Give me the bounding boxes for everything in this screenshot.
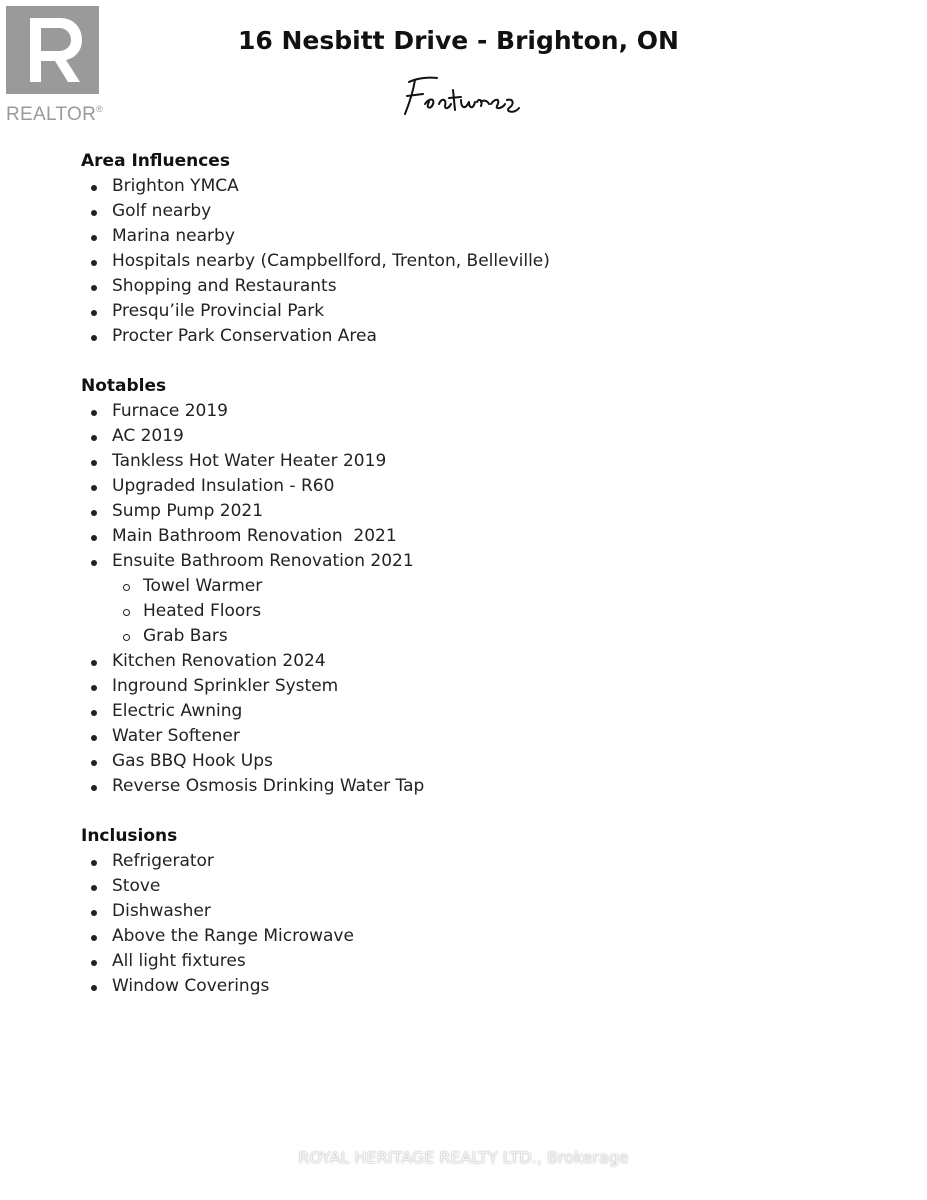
list-item: Brighton YMCA bbox=[81, 174, 861, 199]
bullet-icon bbox=[91, 235, 97, 241]
bullet-icon bbox=[91, 960, 97, 966]
feature-list bbox=[81, 399, 861, 799]
list-item: AC 2019 bbox=[81, 424, 861, 449]
list-item: Shopping and Restaurants bbox=[81, 274, 861, 299]
list-item: Presqu’ile Provincial Park bbox=[81, 299, 861, 324]
bullet-icon bbox=[91, 560, 97, 566]
bullet-icon bbox=[91, 185, 97, 191]
list-item: Furnace 2019 bbox=[81, 399, 861, 424]
list-item: Electric Awning bbox=[81, 699, 861, 724]
list-item: Kitchen Renovation 2024 bbox=[81, 649, 861, 674]
realtor-wordmark: REALTOR® bbox=[6, 104, 104, 125]
bullet-icon bbox=[91, 885, 97, 891]
bullet-icon bbox=[91, 785, 97, 791]
bullet-icon bbox=[91, 710, 97, 716]
list-item: Gas BBQ Hook Ups bbox=[81, 749, 861, 774]
bullet-icon bbox=[91, 210, 97, 216]
bullet-icon bbox=[91, 435, 97, 441]
section-area-influences bbox=[81, 149, 861, 349]
list-item: Ensuite Bathroom Renovation 2021 Towel Warmer Heated Floors Grab Bars bbox=[81, 549, 861, 649]
bullet-icon bbox=[91, 860, 97, 866]
bullet-icon bbox=[91, 285, 97, 291]
feature-list bbox=[81, 174, 861, 349]
features-script-graphic bbox=[395, 70, 535, 120]
section-notables bbox=[81, 374, 861, 799]
section-title: Notables bbox=[81, 376, 167, 396]
bullet-icon bbox=[91, 335, 97, 341]
list-item: Tankless Hot Water Heater 2019 bbox=[81, 449, 861, 474]
bullet-icon bbox=[91, 760, 97, 766]
hollow-bullet-icon bbox=[123, 609, 130, 616]
section-title: Inclusions bbox=[81, 826, 178, 846]
list-item: Main Bathroom Renovation 2021 bbox=[81, 524, 861, 549]
sub-list-item: Towel Warmer bbox=[112, 574, 861, 599]
sub-list-item: Grab Bars bbox=[112, 624, 861, 649]
list-item: Water Softener bbox=[81, 724, 861, 749]
section-title: Area Influences bbox=[81, 151, 230, 171]
features-script-heading bbox=[395, 70, 535, 120]
feature-list bbox=[81, 849, 861, 999]
list-item: Upgraded Insulation - R60 bbox=[81, 474, 861, 499]
realtor-logo bbox=[6, 6, 108, 128]
bullet-icon bbox=[91, 310, 97, 316]
list-item: Hospitals nearby (Campbellford, Trenton, Belleville) bbox=[81, 249, 861, 274]
features-content bbox=[81, 149, 861, 1024]
list-item: Stove bbox=[81, 874, 861, 899]
list-item: Dishwasher bbox=[81, 899, 861, 924]
list-item: Golf nearby bbox=[81, 199, 861, 224]
page-title: 16 Nesbitt Drive - Brighton, ON bbox=[238, 26, 679, 55]
list-item: Window Coverings bbox=[81, 974, 861, 999]
bullet-icon bbox=[91, 485, 97, 491]
bullet-icon bbox=[91, 735, 97, 741]
section-inclusions bbox=[81, 824, 861, 999]
list-item: Procter Park Conservation Area bbox=[81, 324, 861, 349]
list-item: Marina nearby bbox=[81, 224, 861, 249]
list-item: Reverse Osmosis Drinking Water Tap bbox=[81, 774, 861, 799]
bullet-icon bbox=[91, 260, 97, 266]
bullet-icon bbox=[91, 510, 97, 516]
sub-list-item: Heated Floors bbox=[112, 599, 861, 624]
bullet-icon bbox=[91, 535, 97, 541]
bullet-icon bbox=[91, 935, 97, 941]
list-item: Above the Range Microwave bbox=[81, 924, 861, 949]
bullet-icon bbox=[91, 410, 97, 416]
list-item: Refrigerator bbox=[81, 849, 861, 874]
bullet-icon bbox=[91, 985, 97, 991]
list-item: Inground Sprinkler System bbox=[81, 674, 861, 699]
bullet-icon bbox=[91, 660, 97, 666]
bullet-icon bbox=[91, 910, 97, 916]
hollow-bullet-icon bbox=[123, 634, 130, 641]
hollow-bullet-icon bbox=[123, 584, 130, 591]
bullet-icon bbox=[91, 460, 97, 466]
brokerage-watermark: ROYAL HERITAGE REALTY LTD., Brokerage bbox=[298, 1148, 629, 1167]
list-item: All light fixtures bbox=[81, 949, 861, 974]
bullet-icon bbox=[91, 685, 97, 691]
sub-list bbox=[112, 574, 861, 649]
list-item: Sump Pump 2021 bbox=[81, 499, 861, 524]
